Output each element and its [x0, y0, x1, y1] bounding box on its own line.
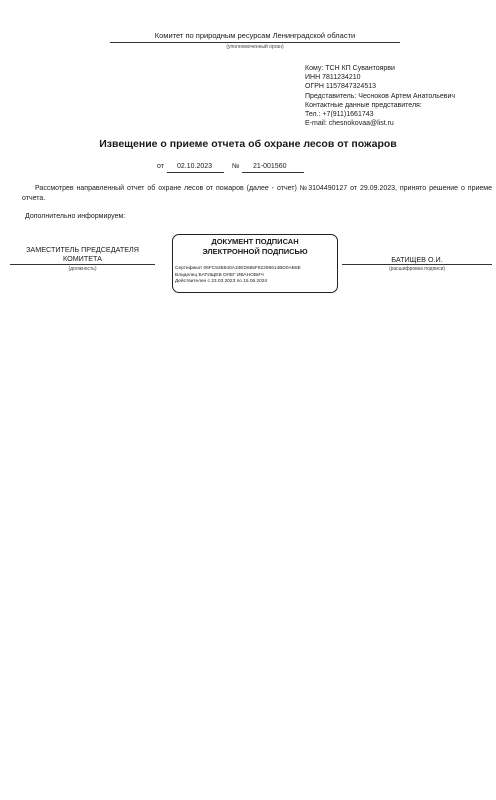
recipient-block — [305, 64, 490, 128]
recipient-representative: Представитель: Чесноков Артем Анатольевич — [305, 92, 456, 100]
organization-name: Комитет по природным ресурсам Ленинградской области — [154, 31, 356, 40]
document-date: 02.10.2023 — [177, 163, 213, 170]
recipient-contacts-label: Контактные данные представителя: — [305, 101, 422, 109]
position-line-1: ЗАМЕСТИТЕЛЬ ПРЕДСЕДАТЕЛЯ — [26, 245, 139, 254]
document-title: Извещение о приеме отчета об охране лесов от пожаров — [99, 138, 397, 150]
position-underline — [10, 264, 155, 265]
position-line-2: КОМИТЕТА — [63, 254, 102, 263]
stamp-owner: Владелец БАТИЩЕВ ОЛЕГ ИВАНОВИЧ — [175, 272, 264, 278]
stamp-details — [175, 266, 301, 286]
number-label: № — [232, 163, 240, 170]
recipient-to: Кому: ТСН КП Сувантоярви — [305, 65, 395, 72]
stamp-certificate: Сертификат 06FC52B840A34ED665F82296614BD0AB6E — [175, 266, 301, 271]
recipient-ogrn: ОГРН 1157847324513 — [305, 83, 376, 91]
signer-name: БАТИЩЕВ О.И. — [391, 255, 443, 264]
date-label: от — [157, 163, 164, 170]
stamp-validity: Действителен с 23.03.2023 по 15.06.2024 — [175, 279, 268, 284]
position-caption: (должность) — [68, 266, 97, 272]
stamp-line-1: ДОКУМЕНТ ПОДПИСАН — [211, 237, 299, 246]
electronic-signature-stamp — [172, 234, 338, 293]
signer-underline — [342, 264, 492, 265]
signer-position — [10, 245, 155, 263]
organization-underline — [110, 42, 400, 43]
signer-caption: (расшифровка подписи) — [388, 266, 446, 272]
stamp-heading — [173, 237, 337, 256]
stamp-line-2: ЭЛЕКТРОННОЙ ПОДПИСЬЮ — [202, 246, 308, 256]
date-underline — [167, 172, 224, 173]
organization-caption: (уполномоченный орган) — [226, 44, 284, 50]
additional-info-label: Дополнительно информируем: — [25, 213, 126, 220]
recipient-phone: Тел.: +7(911)1661743 — [305, 111, 374, 119]
body-paragraph: Рассмотрев направленный отчет об охране лесов от пожаров (далее - отчет) №3104490127 от 29.09.2023, принято решение о приеме отчета. — [22, 185, 492, 202]
document-number: 21-001560 — [253, 163, 287, 170]
recipient-inn: ИНН 7811234210 — [305, 74, 361, 82]
number-underline — [242, 172, 304, 173]
recipient-email: E-mail: chesnokovaa@list.ru — [305, 120, 394, 128]
